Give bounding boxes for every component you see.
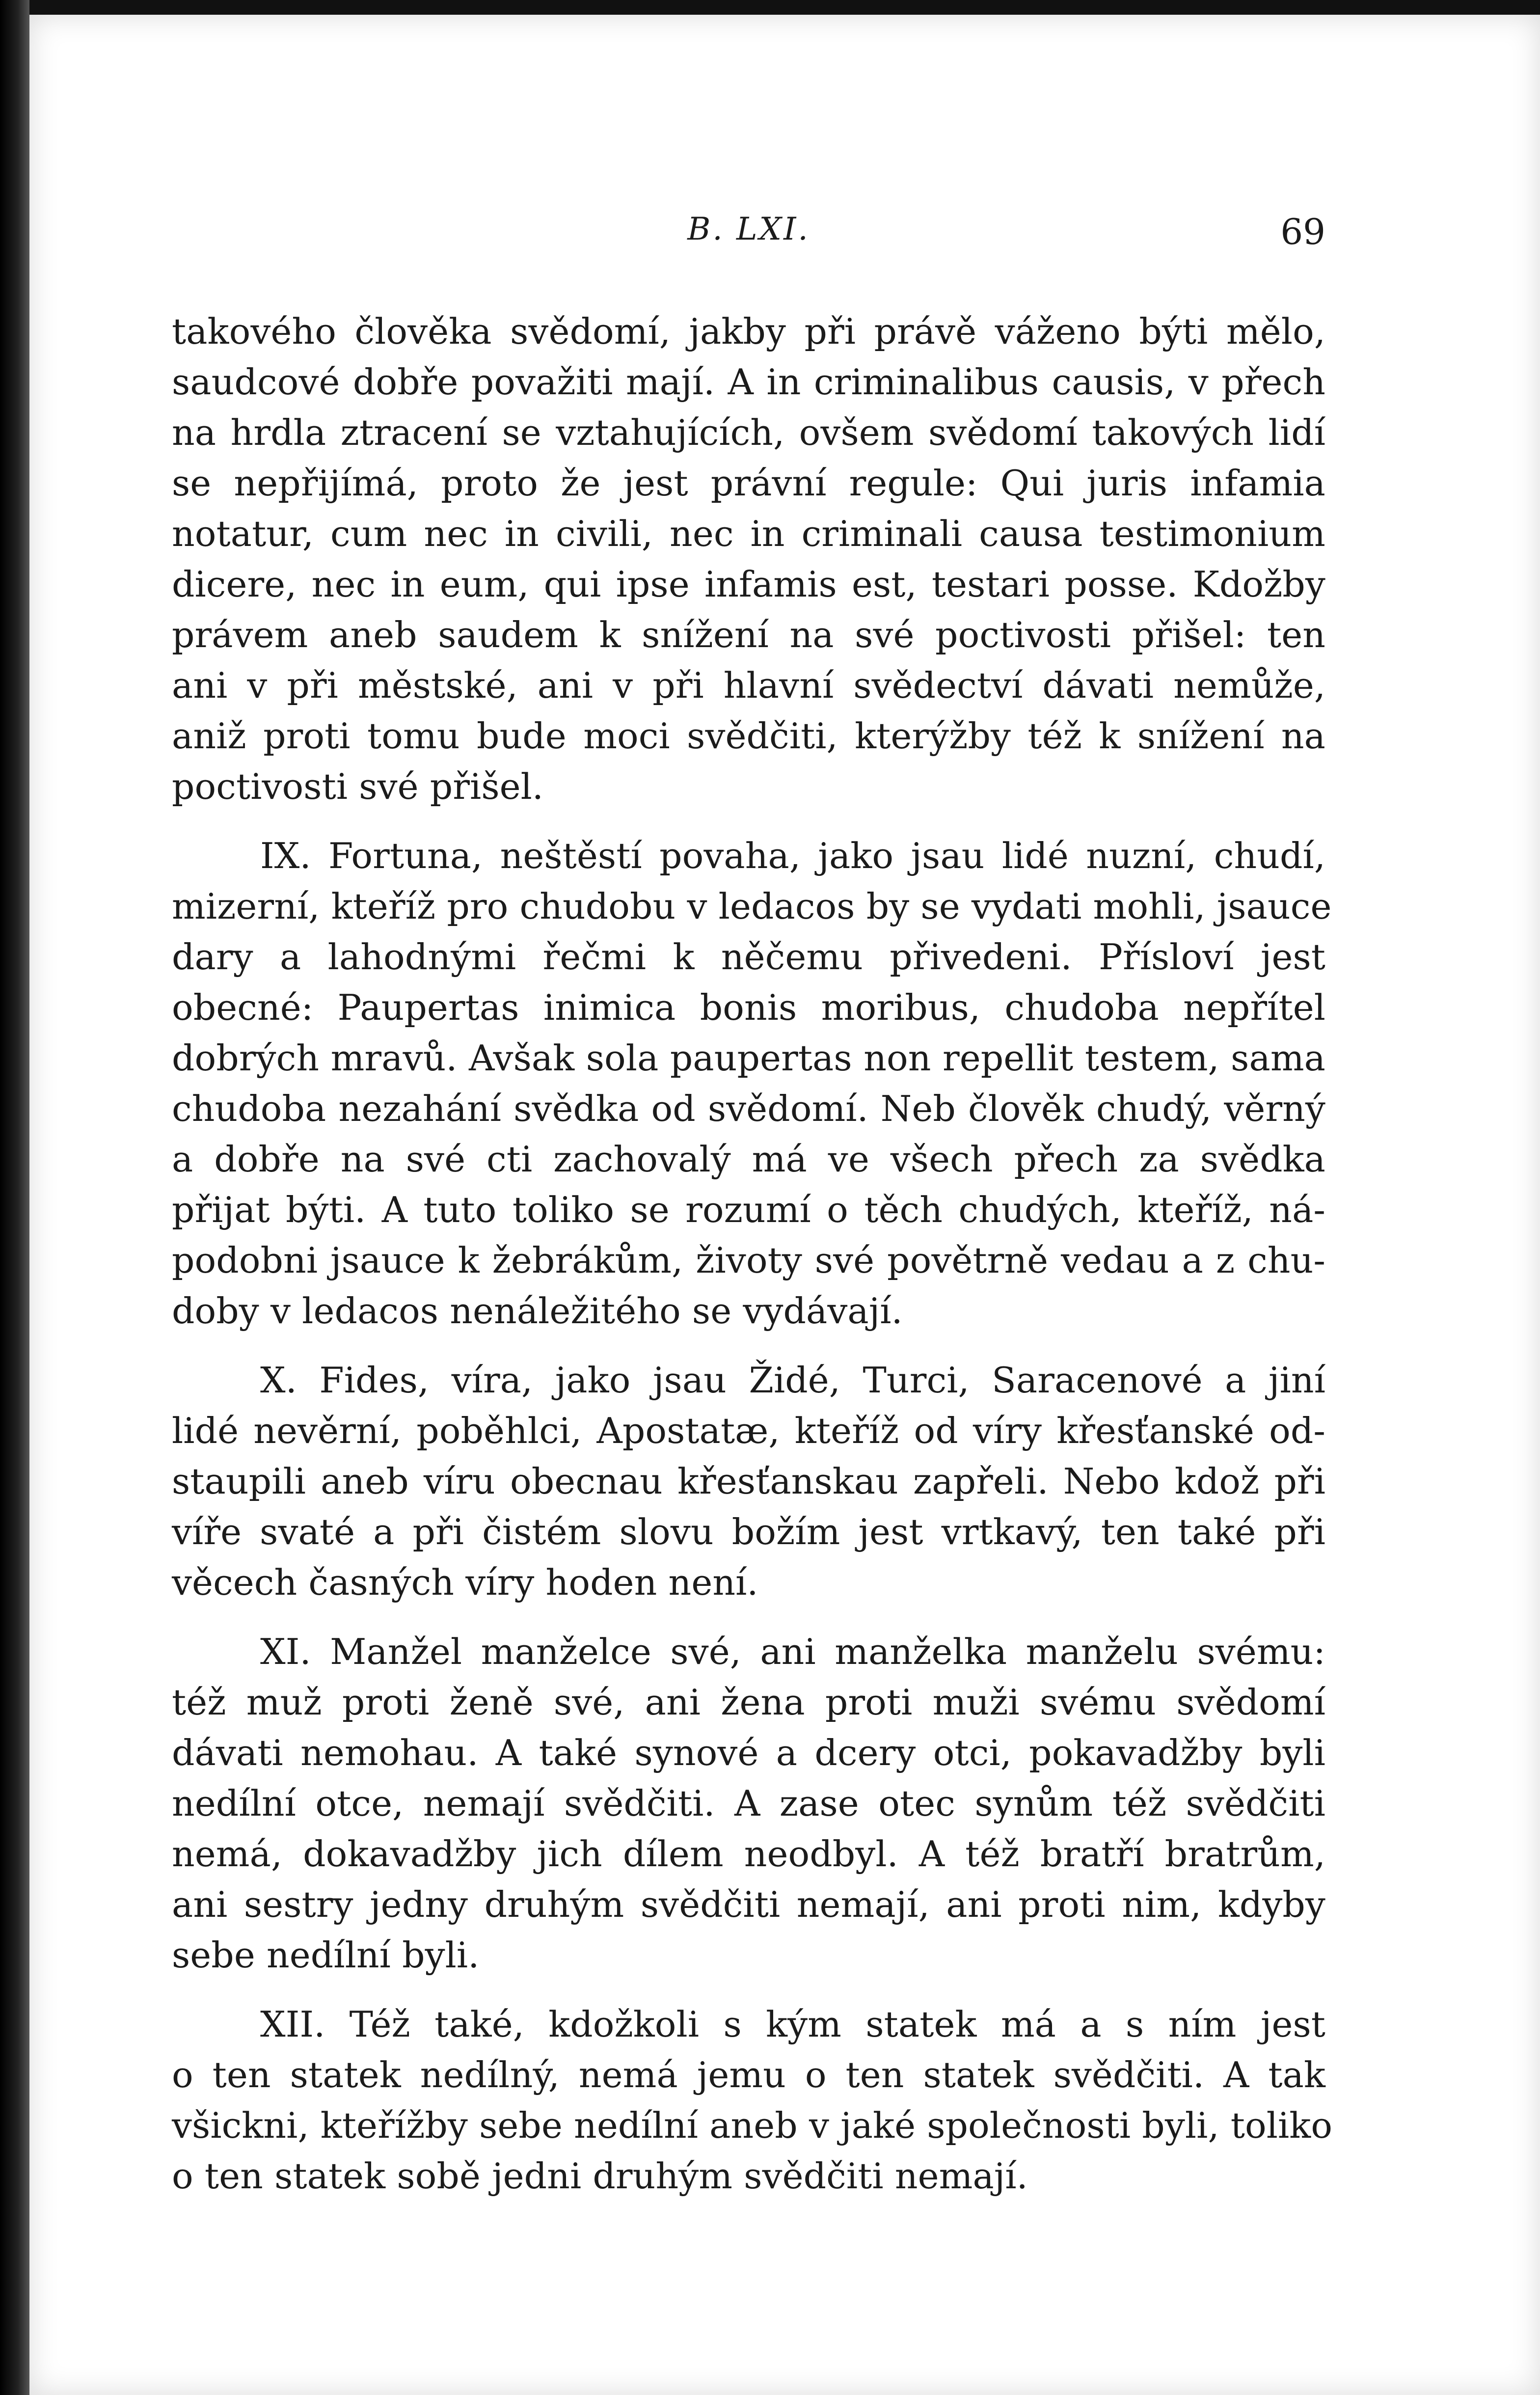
text-line: doby v ledacos nenáležitého se vydávají. — [172, 1291, 903, 1332]
page-header — [172, 211, 1325, 265]
text-line: X. Fides, víra, jako jsau Židé, Turci, Saracenové a jiní — [260, 1360, 1325, 1401]
text-line: chudoba nezahání svědka od svědomí. Neb člověk chudý, věrný — [172, 1089, 1325, 1130]
book-page — [29, 15, 1540, 2395]
text-line: věcech časných víry hoden není. — [172, 1562, 758, 1604]
text-line: ani sestry jedny druhým svědčiti nemají, ani proti nim, kdyby — [172, 1884, 1325, 1926]
text-line: ani v při městské, ani v při hlavní svědectví dávati nemůže, — [172, 665, 1325, 707]
text-line: lidé nevěrní, poběhlci, Apostatæ, kteříž od víry křesťanské od- — [172, 1411, 1325, 1452]
text-line: na hrdla ztracení se vztahujících, ovšem svědomí takových lidí — [172, 412, 1325, 454]
text-line: nemá, dokavadžby jich dílem neodbyl. A též bratří bratrům, — [172, 1834, 1325, 1875]
body-text — [172, 307, 1333, 2202]
text-line: podobni jsauce k žebrákům, životy své povětrně vedau a z chu- — [172, 1240, 1325, 1281]
text-line: dávati nemohau. A také synové a dcery otci, pokavadžby byli — [172, 1733, 1325, 1774]
text-line: o ten statek sobě jedni druhým svědčiti nemají. — [172, 2156, 1028, 2197]
text-line: takového člověka svědomí, jakby při právě váženo býti mělo, — [172, 311, 1325, 353]
text-line: saudcové dobře považiti mají. A in criminalibus causis, v přech — [172, 362, 1325, 403]
text-line: XI. Manžel manželce své, ani manželka manželu svému: — [260, 1632, 1325, 1673]
text-line: XII. Též také, kdožkoli s kým statek má a s ním jest — [260, 2004, 1325, 2045]
text-line: aniž proti tomu bude moci svědčiti, kterýžby též k snížení na — [172, 716, 1325, 757]
text-line: dicere, nec in eum, qui ipse infamis est, testari posse. Kdožby — [172, 564, 1325, 605]
text-line: nedílní otce, nemají svědčiti. A zase otec synům též svědčiti — [172, 1783, 1325, 1824]
text-line: dary a lahodnými řečmi k něčemu přivedeni. Přísloví jest — [172, 937, 1325, 978]
paragraph — [172, 1356, 1325, 1608]
text-line: mizerní, kteříž pro chudobu v ledacos by se vydati mohli, jsauce — [172, 886, 1332, 927]
text-line: všickni, kteřížby sebe nedílní aneb v jaké společnosti byli, toliko — [172, 2105, 1333, 2147]
text-line: dobrých mravů. Avšak sola paupertas non repellit testem, sama — [172, 1038, 1325, 1079]
paragraph — [172, 2000, 1333, 2202]
text-line: se nepřijímá, proto že jest právní regule: Qui juris infamia — [172, 463, 1325, 504]
page-number: 69 — [1280, 211, 1325, 252]
text-line: přijat býti. A tuto toliko se rozumí o těch chudých, kteříž, ná- — [172, 1190, 1325, 1231]
text-line: sebe nedílní byli. — [172, 1935, 480, 1976]
running-head: B. LXI. — [687, 211, 810, 247]
paragraph-gap — [172, 813, 1325, 831]
text-line: víře svaté a při čistém slovu božím jest vrtkavý, ten také při — [172, 1512, 1325, 1553]
paragraph-gap — [172, 1608, 1325, 1627]
text-line: též muž proti ženě své, ani žena proti muži svému svědomí — [172, 1682, 1325, 1723]
text-line: právem aneb saudem k snížení na své poctivosti přišel: ten — [172, 615, 1325, 656]
paragraph — [172, 1627, 1325, 1981]
text-line: IX. Fortuna, neštěstí povaha, jako jsau lidé nuzní, chudí, — [260, 836, 1325, 877]
text-line: a dobře na své cti zachovalý má ve všech přech za svědka — [172, 1139, 1325, 1180]
paragraph-gap — [172, 1981, 1325, 2000]
paragraph — [172, 307, 1325, 813]
paragraph-gap — [172, 1337, 1325, 1356]
text-line: poctivosti své přišel. — [172, 766, 544, 808]
text-line: notatur, cum nec in civili, nec in criminali causa testimonium — [172, 514, 1325, 555]
paragraph — [172, 831, 1332, 1337]
text-line: staupili aneb víru obecnau křesťanskau zapřeli. Nebo kdož při — [172, 1461, 1325, 1502]
text-line: o ten statek nedílný, nemá jemu o ten statek svědčiti. A tak — [172, 2055, 1325, 2096]
book-spine-shadow — [0, 0, 29, 2395]
text-line: obecné: Paupertas inimica bonis moribus, chudoba nepřítel — [172, 987, 1325, 1029]
